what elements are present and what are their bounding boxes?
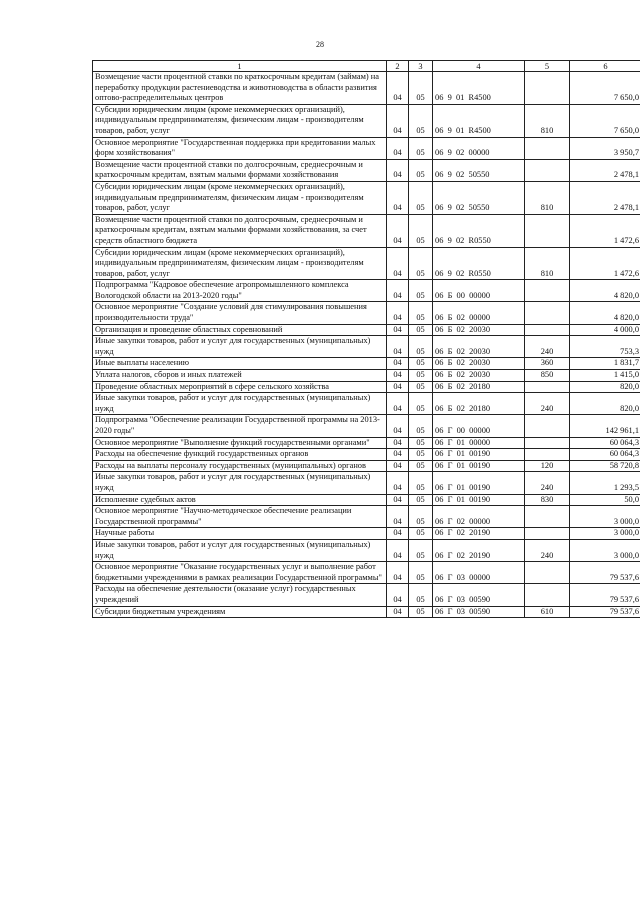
row-target-code: 06 Б 02 20030 [433, 336, 525, 358]
row-expense-type: 240 [525, 472, 570, 494]
table-row [93, 393, 640, 415]
row-amount: 50,0 [570, 494, 640, 506]
row-name: Основное мероприятие "Государственная поддержка при кредитовании малых форм хозяйствования" [93, 137, 387, 159]
row-target-code: 06 Г 03 00590 [433, 606, 525, 618]
row-expense-type [525, 449, 570, 461]
row-expense-type [525, 562, 570, 584]
table-row [93, 214, 640, 247]
row-subsection: 05 [409, 606, 433, 618]
row-section: 04 [387, 181, 409, 214]
row-subsection: 05 [409, 280, 433, 302]
row-subsection: 05 [409, 562, 433, 584]
table-row [93, 336, 640, 358]
table-row [93, 539, 640, 561]
row-subsection: 05 [409, 181, 433, 214]
row-subsection: 05 [409, 72, 433, 105]
table-row [93, 584, 640, 606]
table-row [93, 358, 640, 370]
row-amount: 4 820,0 [570, 280, 640, 302]
row-name: Субсидии бюджетным учреждениям [93, 606, 387, 618]
row-section: 04 [387, 370, 409, 382]
table-row [93, 280, 640, 302]
row-amount: 79 537,6 [570, 562, 640, 584]
table-row [93, 449, 640, 461]
row-expense-type: 810 [525, 247, 570, 280]
row-subsection: 05 [409, 393, 433, 415]
row-target-code: 06 Г 03 00590 [433, 584, 525, 606]
row-section: 04 [387, 381, 409, 393]
row-target-code: 06 Г 01 00190 [433, 449, 525, 461]
row-expense-type [525, 584, 570, 606]
table-row [93, 370, 640, 382]
row-target-code: 06 Б 02 20030 [433, 358, 525, 370]
row-name: Проведение областных мероприятий в сфере сельского хозяйства [93, 381, 387, 393]
row-section: 04 [387, 358, 409, 370]
row-section: 04 [387, 336, 409, 358]
row-expense-type [525, 528, 570, 540]
table-row [93, 247, 640, 280]
row-subsection: 05 [409, 584, 433, 606]
row-expense-type: 610 [525, 606, 570, 618]
row-name: Иные закупки товаров, работ и услуг для государственных (муниципальных) нужд [93, 393, 387, 415]
row-expense-type [525, 214, 570, 247]
table-row [93, 104, 640, 137]
row-name: Иные выплаты населению [93, 358, 387, 370]
row-amount: 79 537,6 [570, 584, 640, 606]
row-expense-type [525, 72, 570, 105]
table-row [93, 606, 640, 618]
header-col-1: 1 [93, 61, 387, 72]
row-name: Основное мероприятие "Создание условий для стимулирования повышения производительности труда" [93, 302, 387, 324]
row-amount: 142 961,1 [570, 415, 640, 437]
row-expense-type: 240 [525, 539, 570, 561]
row-target-code: 06 9 02 50550 [433, 181, 525, 214]
row-name: Субсидии юридическим лицам (кроме некоммерческих организаций), индивидуальным предпринимателям, физическим лицам - производителям товаров, работ, услуг [93, 247, 387, 280]
row-expense-type: 810 [525, 181, 570, 214]
row-name: Основное мероприятие "Научно-методическое обеспечение реализации Государственной программы" [93, 506, 387, 528]
table-row [93, 415, 640, 437]
row-subsection: 05 [409, 104, 433, 137]
row-name: Иные закупки товаров, работ и услуг для государственных (муниципальных) нужд [93, 539, 387, 561]
table-row [93, 528, 640, 540]
row-amount: 79 537,6 [570, 606, 640, 618]
header-col-4: 4 [433, 61, 525, 72]
row-amount: 60 064,3 [570, 449, 640, 461]
row-amount: 1 472,6 [570, 247, 640, 280]
row-target-code: 06 Б 02 20180 [433, 393, 525, 415]
row-target-code: 06 Б 02 20030 [433, 324, 525, 336]
row-subsection: 05 [409, 460, 433, 472]
row-name: Исполнение судебных актов [93, 494, 387, 506]
row-name: Организация и проведение областных соревнований [93, 324, 387, 336]
table-row [93, 472, 640, 494]
row-amount: 3 000,0 [570, 528, 640, 540]
table-row [93, 302, 640, 324]
row-name: Возмещение части процентной ставки по долгосрочным, среднесрочным и краткосрочным кредитам, взятым малыми формами хозяйствования, за счет средств областного бюджета [93, 214, 387, 247]
row-subsection: 05 [409, 214, 433, 247]
row-subsection: 05 [409, 506, 433, 528]
row-subsection: 05 [409, 437, 433, 449]
row-expense-type: 240 [525, 336, 570, 358]
row-expense-type: 360 [525, 358, 570, 370]
header-col-6: 6 [570, 61, 640, 72]
table-row [93, 437, 640, 449]
row-amount: 3 000,0 [570, 539, 640, 561]
table-row [93, 506, 640, 528]
row-expense-type: 240 [525, 393, 570, 415]
row-target-code: 06 9 02 R0550 [433, 214, 525, 247]
row-target-code: 06 Г 02 20190 [433, 539, 525, 561]
row-section: 04 [387, 302, 409, 324]
row-amount: 3 000,0 [570, 506, 640, 528]
row-name: Расходы на выплаты персоналу государственных (муниципальных) органов [93, 460, 387, 472]
page-number: 28 [316, 40, 324, 49]
row-expense-type [525, 159, 570, 181]
row-section: 04 [387, 415, 409, 437]
row-amount: 7 650,0 [570, 72, 640, 105]
row-amount: 820,0 [570, 393, 640, 415]
row-name: Расходы на обеспечение деятельности (оказание услуг) государственных учреждений [93, 584, 387, 606]
row-name: Возмещение части процентной ставки по краткосрочным кредитам (займам) на переработку продукции растениеводства и животноводства в области развития оптово-распределительных центров [93, 72, 387, 105]
row-amount: 1 293,5 [570, 472, 640, 494]
row-target-code: 06 9 01 R4500 [433, 104, 525, 137]
row-subsection: 05 [409, 302, 433, 324]
row-expense-type [525, 437, 570, 449]
row-expense-type [525, 381, 570, 393]
row-section: 04 [387, 528, 409, 540]
row-name: Расходы на обеспечение функций государственных органов [93, 449, 387, 461]
row-name: Основное мероприятие "Оказание государственных услуг и выполнение работ бюджетными учреждениями в рамках реализации Государственной программы" [93, 562, 387, 584]
row-subsection: 05 [409, 494, 433, 506]
row-target-code: 06 Б 02 20030 [433, 370, 525, 382]
row-subsection: 05 [409, 336, 433, 358]
row-section: 04 [387, 72, 409, 105]
row-expense-type [525, 280, 570, 302]
header-col-3: 3 [409, 61, 433, 72]
row-name: Иные закупки товаров, работ и услуг для государственных (муниципальных) нужд [93, 472, 387, 494]
row-target-code: 06 Г 00 00000 [433, 415, 525, 437]
row-name: Возмещение части процентной ставки по долгосрочным, среднесрочным и краткосрочным кредитам, взятым малыми формами хозяйствования [93, 159, 387, 181]
table-row [93, 460, 640, 472]
row-amount: 3 950,7 [570, 137, 640, 159]
table-row [93, 159, 640, 181]
table-row [93, 494, 640, 506]
row-target-code: 06 Г 02 20190 [433, 528, 525, 540]
row-subsection: 05 [409, 247, 433, 280]
row-section: 04 [387, 437, 409, 449]
row-section: 04 [387, 393, 409, 415]
table-row [93, 137, 640, 159]
row-amount: 2 478,1 [570, 159, 640, 181]
row-amount: 820,0 [570, 381, 640, 393]
row-section: 04 [387, 214, 409, 247]
header-col-5: 5 [525, 61, 570, 72]
row-section: 04 [387, 606, 409, 618]
table-row [93, 381, 640, 393]
row-amount: 58 720,8 [570, 460, 640, 472]
row-subsection: 05 [409, 358, 433, 370]
row-subsection: 05 [409, 528, 433, 540]
row-expense-type [525, 302, 570, 324]
row-section: 04 [387, 460, 409, 472]
row-amount: 4 820,0 [570, 302, 640, 324]
row-amount: 1 831,7 [570, 358, 640, 370]
row-amount: 1 472,6 [570, 214, 640, 247]
row-expense-type: 830 [525, 494, 570, 506]
row-subsection: 05 [409, 449, 433, 461]
row-target-code: 06 9 02 50550 [433, 159, 525, 181]
row-section: 04 [387, 324, 409, 336]
row-amount: 7 650,0 [570, 104, 640, 137]
row-name: Основное мероприятие "Выполнение функций государственными органами" [93, 437, 387, 449]
row-subsection: 05 [409, 137, 433, 159]
row-target-code: 06 9 02 R0550 [433, 247, 525, 280]
budget-table [92, 60, 640, 618]
row-section: 04 [387, 280, 409, 302]
row-name: Субсидии юридическим лицам (кроме некоммерческих организаций), индивидуальным предпринимателям, физическим лицам - производителям товаров, работ, услуг [93, 104, 387, 137]
row-section: 04 [387, 449, 409, 461]
row-name: Научные работы [93, 528, 387, 540]
row-target-code: 06 9 01 R4500 [433, 72, 525, 105]
row-name: Иные закупки товаров, работ и услуг для государственных (муниципальных) нужд [93, 336, 387, 358]
row-target-code: 06 Г 02 00000 [433, 506, 525, 528]
row-target-code: 06 Г 03 00000 [433, 562, 525, 584]
row-target-code: 06 Б 00 00000 [433, 280, 525, 302]
row-section: 04 [387, 472, 409, 494]
row-expense-type [525, 415, 570, 437]
row-subsection: 05 [409, 415, 433, 437]
row-expense-type: 850 [525, 370, 570, 382]
row-section: 04 [387, 494, 409, 506]
row-subsection: 05 [409, 539, 433, 561]
row-target-code: 06 Г 01 00000 [433, 437, 525, 449]
table-row [93, 181, 640, 214]
row-expense-type [525, 137, 570, 159]
row-name: Субсидии юридическим лицам (кроме некоммерческих организаций), индивидуальным предпринимателям, физическим лицам - производителям товаров, работ, услуг [93, 181, 387, 214]
row-section: 04 [387, 137, 409, 159]
row-subsection: 05 [409, 370, 433, 382]
row-expense-type: 810 [525, 104, 570, 137]
table-row [93, 72, 640, 105]
table-row [93, 324, 640, 336]
row-target-code: 06 Г 01 00190 [433, 472, 525, 494]
row-section: 04 [387, 104, 409, 137]
row-target-code: 06 9 02 00000 [433, 137, 525, 159]
row-amount: 753,3 [570, 336, 640, 358]
row-amount: 2 478,1 [570, 181, 640, 214]
row-subsection: 05 [409, 324, 433, 336]
table-body [93, 72, 640, 618]
row-section: 04 [387, 506, 409, 528]
row-section: 04 [387, 247, 409, 280]
row-amount: 4 000,0 [570, 324, 640, 336]
row-expense-type [525, 506, 570, 528]
row-expense-type [525, 324, 570, 336]
row-section: 04 [387, 539, 409, 561]
row-target-code: 06 Г 01 00190 [433, 460, 525, 472]
row-section: 04 [387, 159, 409, 181]
row-name: Подпрограмма "Кадровое обеспечение агропромышленного комплекса Вологодской области на 2013-2020 годы" [93, 280, 387, 302]
row-target-code: 06 Г 01 00190 [433, 494, 525, 506]
row-subsection: 05 [409, 381, 433, 393]
table-header-row [93, 61, 640, 72]
row-name: Подпрограмма "Обеспечение реализации Государственной программы на 2013-2020 годы" [93, 415, 387, 437]
row-amount: 60 064,3 [570, 437, 640, 449]
row-expense-type: 120 [525, 460, 570, 472]
row-target-code: 06 Б 02 20180 [433, 381, 525, 393]
row-section: 04 [387, 584, 409, 606]
row-target-code: 06 Б 02 00000 [433, 302, 525, 324]
row-name: Уплата налогов, сборов и иных платежей [93, 370, 387, 382]
row-amount: 1 415,0 [570, 370, 640, 382]
row-section: 04 [387, 562, 409, 584]
row-subsection: 05 [409, 159, 433, 181]
table-row [93, 562, 640, 584]
row-subsection: 05 [409, 472, 433, 494]
header-col-2: 2 [387, 61, 409, 72]
